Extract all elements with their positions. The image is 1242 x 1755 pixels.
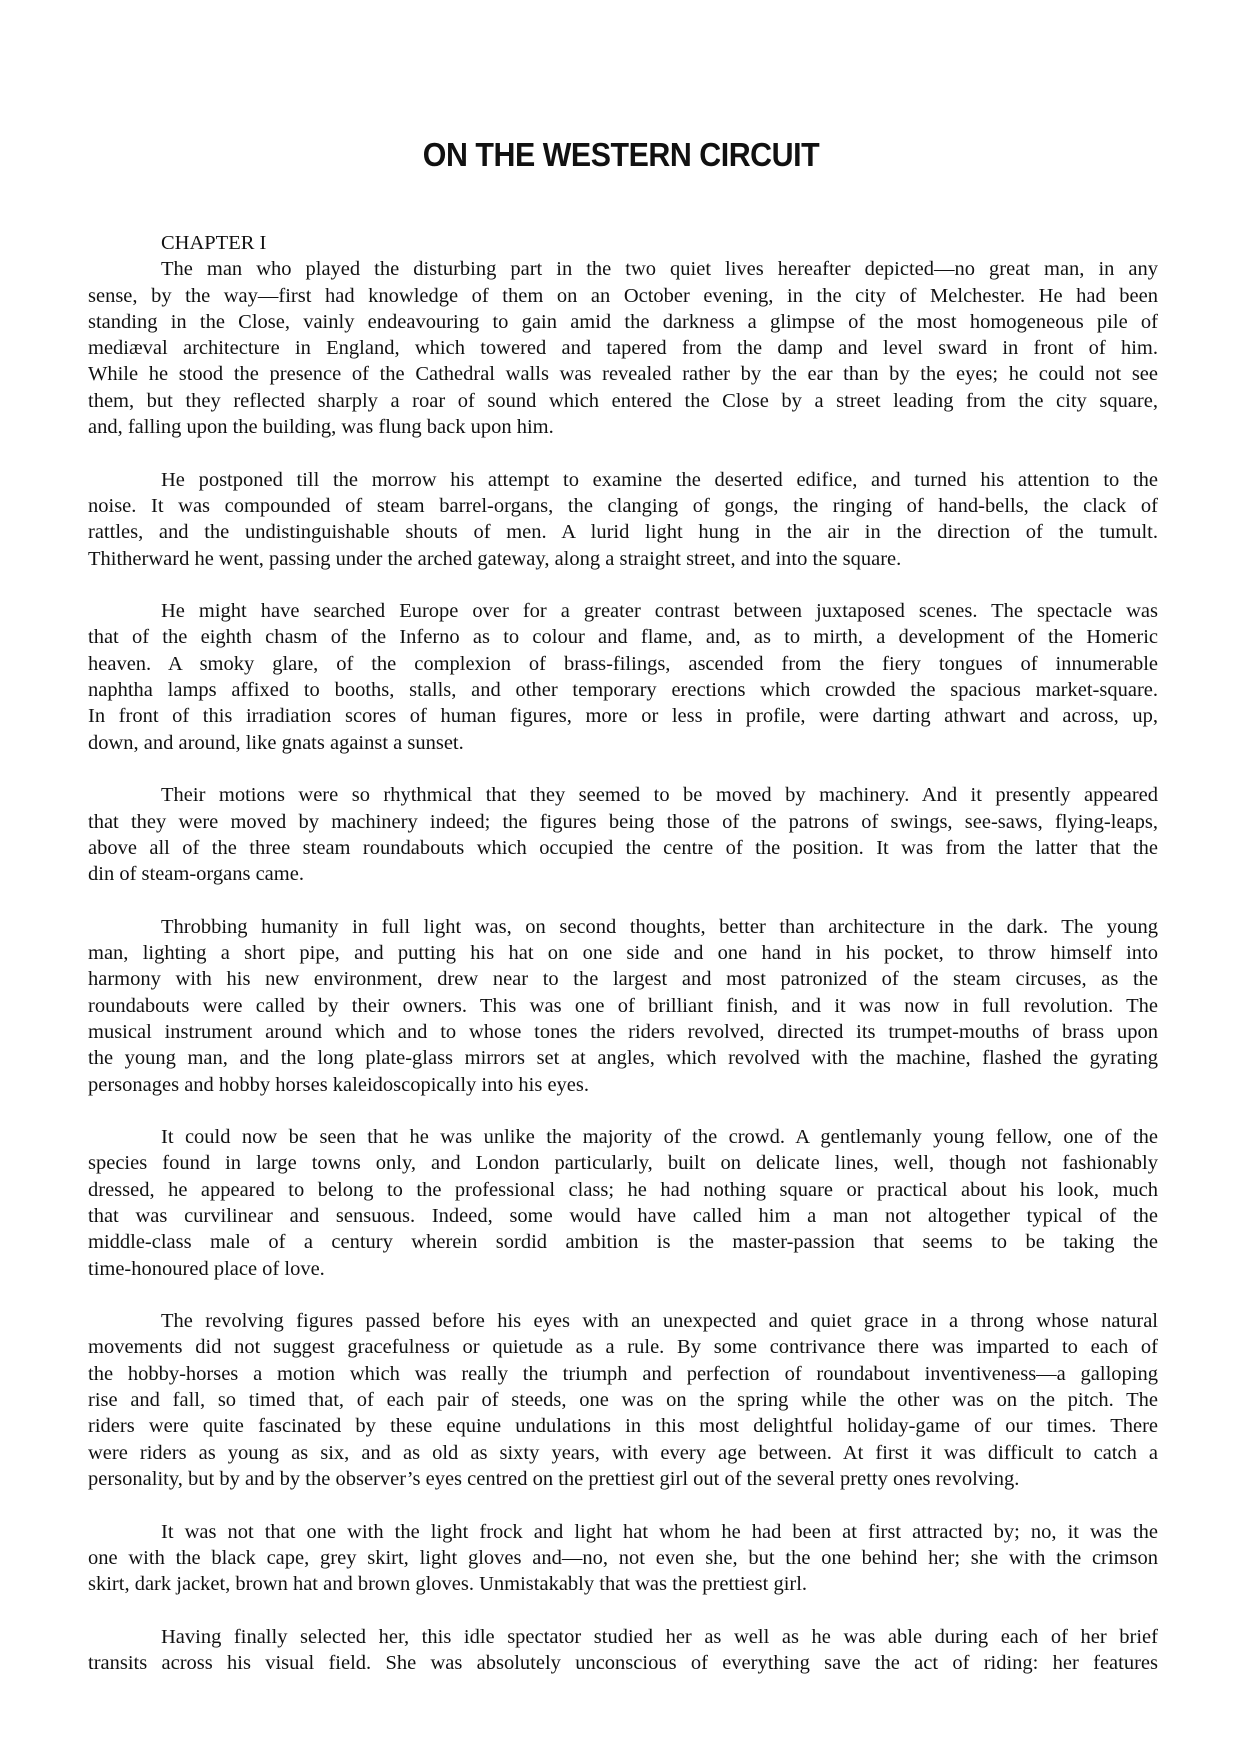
paragraph [88,256,1158,440]
text-line: and, falling upon the building, was flung back upon him. [88,416,554,439]
paragraph [88,598,1158,756]
text-line: that they were moved by machinery indeed; the figures being those of the patrons of swings, see-saws, flying-leaps, [88,810,1158,833]
text-line: middle-class male of a century wherein sordid ambition is the master-passion that seems to be taking the [88,1231,1158,1254]
paragraph [88,1519,1158,1598]
text-line: He postponed till the morrow his attempt to examine the deserted edifice, and turned his attention to the [161,468,1158,491]
text-line: While he stood the presence of the Cathedral walls was revealed rather by the ear than by the eyes; he could not see [88,363,1158,386]
text-line: roundabouts were called by their owners. This was one of brilliant finish, and it was now in full revolution. The [88,994,1158,1017]
text-line: The revolving figures passed before his eyes with an unexpected and quiet grace in a throng whose natural [161,1310,1158,1333]
text-line: Their motions were so rhythmical that they seemed to be moved by machinery. And it presently appeared [161,784,1158,807]
text-line: noise. It was compounded of steam barrel-organs, the clanging of gongs, the ringing of hand-bells, the clack of [88,494,1158,517]
story-title: ON THE WESTERN CIRCUIT [422,136,820,173]
text-line: skirt, dark jacket, brown hat and brown gloves. Unmistakably that was the prettiest girl. [88,1573,808,1596]
text-line: movements did not suggest gracefulness or quietude as a rule. By some contrivance there was imparted to each of [88,1336,1158,1359]
text-line: were riders as young as six, and as old as sixty years, with every age between. At first it was difficult to catch a [88,1441,1158,1464]
text-line: rattles, and the undistinguishable shouts of men. A lurid light hung in the air in the direction of the tumult. [88,521,1158,544]
text-line: Throbbing humanity in full light was, on second thoughts, better than architecture in the dark. The young [161,915,1158,938]
text-line: It was not that one with the light frock and light hat whom he had been at first attracted by; no, it was the [161,1520,1158,1543]
text-line: species found in large towns only, and London particularly, built on delicate lines, well, though not fashionably [88,1152,1158,1175]
text-line: dressed, he appeared to belong to the professional class; he had nothing square or practical about his look, much [88,1178,1158,1201]
text-line: standing in the Close, vainly endeavouring to gain amid the darkness a glimpse of the most homogeneous pile of [88,310,1158,333]
text-line: Having finally selected her, this idle spectator studied her as well as he was able during each of her brief [161,1625,1158,1648]
paragraph [88,1308,1158,1492]
text-line: man, lighting a short pipe, and putting his hat on one side and one hand in his pocket, to throw himself into [88,942,1158,965]
text-line: The man who played the disturbing part in the two quiet lives hereafter depicted—no great man, in any [161,258,1158,281]
text-line: He might have searched Europe over for a greater contrast between juxtaposed scenes. The spectacle was [161,600,1158,623]
text-line: din of steam-organs came. [88,863,304,886]
paragraph [88,1624,1158,1677]
text-line: Thitherward he went, passing under the arched gateway, along a straight street, and into the square. [88,547,902,570]
text-line: personality, but by and by the observer’s eyes centred on the prettiest girl out of the several pretty ones revolving. [88,1467,1020,1490]
paragraph [88,1124,1158,1282]
text-line: the young man, and the long plate-glass mirrors set at angles, which revolved with the machine, flashed the gyrating [88,1047,1158,1070]
text-line: personages and hobby horses kaleidoscopically into his eyes. [88,1073,589,1096]
chapter-heading: CHAPTER I [161,232,267,254]
text-line: that of the eighth chasm of the Inferno as to colour and flame, and, as to mirth, a development of the Homeric [88,626,1158,649]
text-line: the hobby-horses a motion which was really the triumph and perfection of roundabout inventiveness—a galloping [88,1362,1158,1385]
text-line: In front of this irradiation scores of human figures, more or less in profile, were darting athwart and across, up, [88,705,1158,728]
text-line: rise and fall, so timed that, of each pair of steeds, one was on the spring while the other was on the pitch. The [88,1389,1158,1412]
text-line: that was curvilinear and sensuous. Indeed, some would have called him a man not altogether typical of the [88,1204,1158,1227]
text-line: mediæval architecture in England, which towered and tapered from the damp and level sward in front of him. [88,337,1158,360]
text-line: naphtha lamps affixed to booths, stalls, and other temporary erections which crowded the spacious market-square. [88,679,1158,702]
paragraph [88,467,1158,572]
text-line: time-honoured place of love. [88,1257,325,1280]
text-line: harmony with his new environment, drew near to the largest and most patronized of the steam circuses, as the [88,968,1158,991]
story-body [88,230,1158,1703]
text-line: transits across his visual field. She was absolutely unconscious of everything save the act of riding: her features [88,1652,1158,1675]
text-line: heaven. A smoky glare, of the complexion of brass-filings, ascended from the fiery tongues of innumerable [88,652,1158,675]
text-line: musical instrument around which and to whose tones the riders revolved, directed its trumpet-mouths of brass upon [88,1020,1158,1043]
text-line: riders were quite fascinated by these equine undulations in this most delightful holiday-game of our times. There [88,1415,1158,1438]
paragraphs [88,256,1158,1676]
text-line: It could now be seen that he was unlike the majority of the crowd. A gentlemanly young fellow, one of the [161,1126,1158,1149]
text-line: them, but they reflected sharply a roar of sound which entered the Close by a street leading from the city square, [88,389,1158,412]
text-line: one with the black cape, grey skirt, light gloves and—no, not even she, but the one behind her; she with the crimson [88,1546,1158,1569]
text-line: sense, by the way—first had knowledge of them on an October evening, in the city of Melchester. He had been [88,284,1158,307]
paragraph [88,782,1158,887]
text-line: down, and around, like gnats against a sunset. [88,731,464,754]
text-line: above all of the three steam roundabouts which occupied the centre of the position. It was from the latter that the [88,836,1158,859]
paragraph [88,914,1158,1098]
